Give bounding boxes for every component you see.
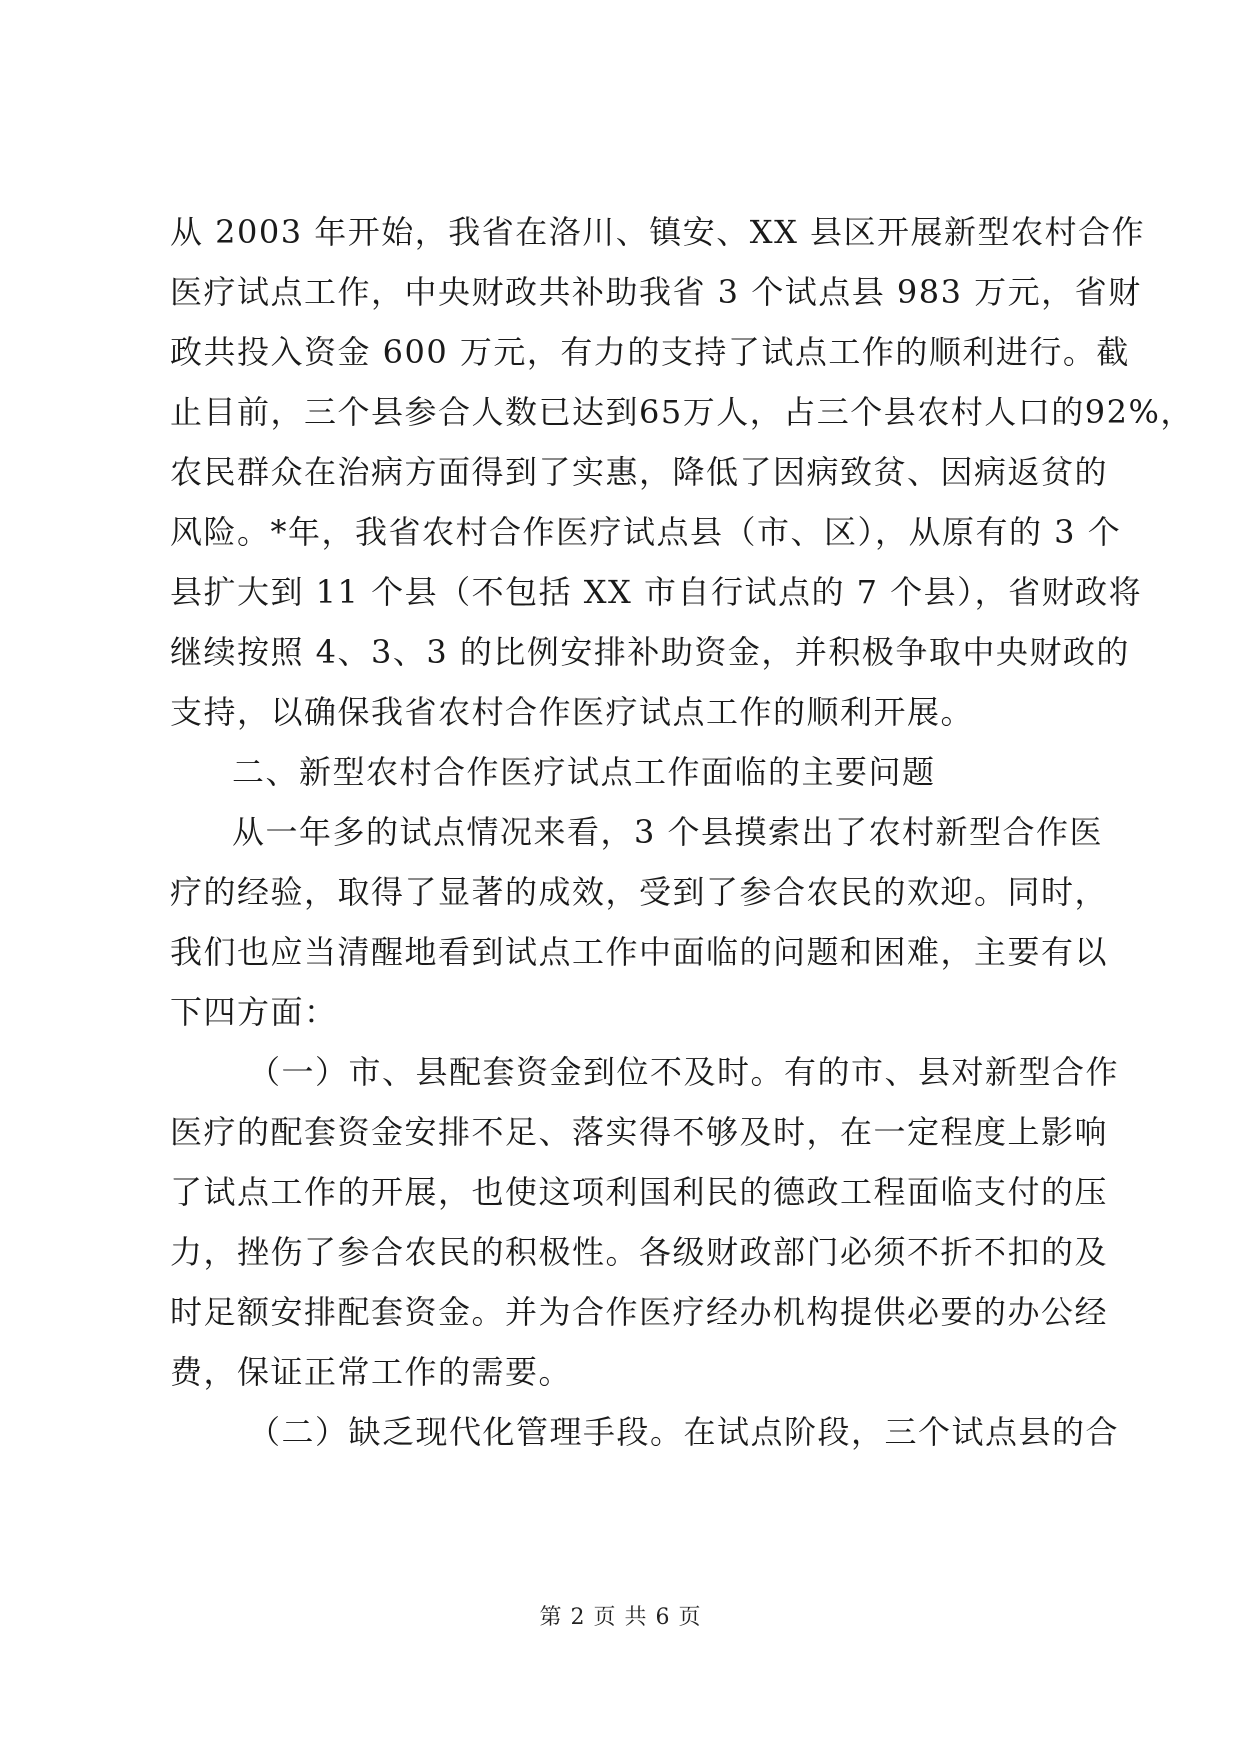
paragraph-line: 医疗试点工作，中央财政共补助我省 3 个试点县 983 万元，省财 <box>170 273 1142 311</box>
paragraph-line: 疗的经验，取得了显著的成效，受到了参合农民的欢迎。同时， <box>170 873 1109 911</box>
subsection-line: （一）市、县配套资金到位不及时。有的市、县对新型合作 <box>248 1053 1120 1091</box>
paragraph-line: 农民群众在治病方面得到了实惠，降低了因病致贫、因病返贫的 <box>170 453 1109 491</box>
paragraph-line: 继续按照 4、3、3 的比例安排补助资金，并积极争取中央财政的 <box>170 633 1130 671</box>
paragraph-line: 政共投入资金 600 万元，有力的支持了试点工作的顺利进行。截 <box>170 333 1130 371</box>
paragraph-line: 我们也应当清醒地看到试点工作中面临的问题和困难，主要有以 <box>170 933 1109 971</box>
section-heading: 二、新型农村合作医疗试点工作面临的主要问题 <box>232 753 936 791</box>
paragraph-line: 医疗的配套资金安排不足、落实得不够及时，在一定程度上影响 <box>170 1113 1109 1151</box>
subsection-line: （二）缺乏现代化管理手段。在试点阶段，三个试点县的合 <box>248 1413 1120 1451</box>
paragraph-line: 了试点工作的开展，也使这项利国利民的德政工程面临支付的压 <box>170 1173 1109 1211</box>
paragraph-line: 下四方面： <box>170 993 338 1031</box>
page-footer: 第 2 页 共 6 页 <box>539 1605 702 1630</box>
paragraph-line: 止目前，三个县参合人数已达到65万人，占三个县农村人口的92%， <box>170 393 1194 431</box>
paragraph-line: 县扩大到 11 个县（不包括 XX 市自行试点的 7 个县），省财政将 <box>170 573 1143 611</box>
paragraph-line: 从一年多的试点情况来看，3 个县摸索出了农村新型合作医 <box>232 813 1104 851</box>
paragraph-line: 从 2003 年开始，我省在洛川、镇安、XX 县区开展新型农村合作 <box>170 213 1146 251</box>
paragraph-line: 费，保证正常工作的需要。 <box>170 1353 573 1391</box>
paragraph-line: 支持，以确保我省农村合作医疗试点工作的顺利开展。 <box>170 693 975 731</box>
paragraph-line: 时足额安排配套资金。并为合作医疗经办机构提供必要的办公经 <box>170 1293 1109 1331</box>
paragraph-line: 力，挫伤了参合农民的积极性。各级财政部门必须不折不扣的及 <box>170 1233 1109 1271</box>
paragraph-line: 风险。*年，我省农村合作医疗试点县（市、区），从原有的 3 个 <box>170 513 1122 551</box>
